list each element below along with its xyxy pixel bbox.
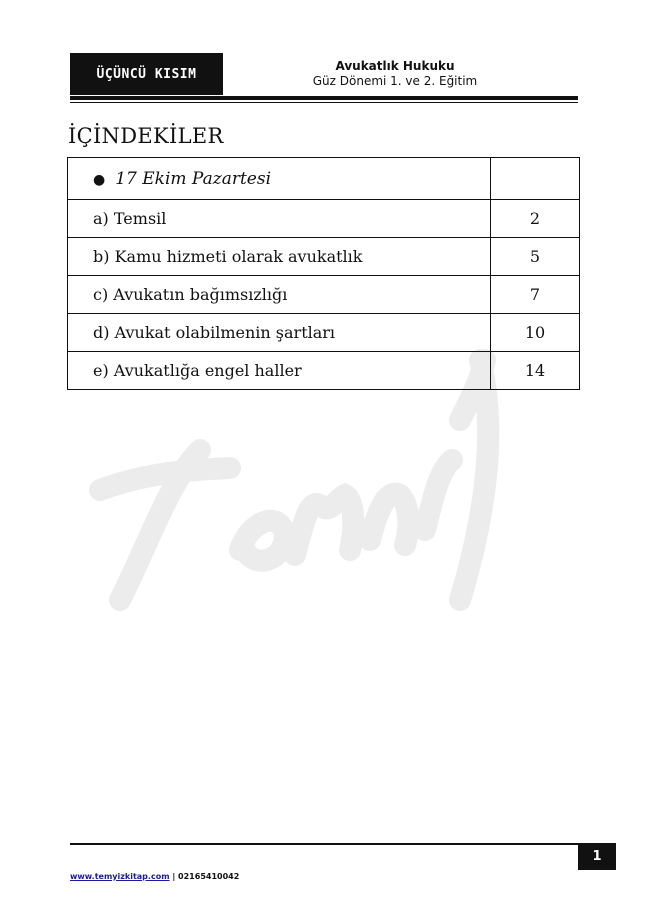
page-number: 1 xyxy=(578,843,616,870)
toc-entry-label[interactable]: b) Kamu hizmeti olarak avukatlık xyxy=(68,238,491,276)
toc-entry-page: 5 xyxy=(491,238,580,276)
header-rule-thin xyxy=(70,102,578,103)
course-header xyxy=(300,59,490,89)
footer-separator: | xyxy=(172,872,176,881)
toc-date-page-cell xyxy=(491,158,580,200)
footer-info xyxy=(70,872,239,881)
toc-entry-page: 14 xyxy=(491,352,580,390)
toc-date-row xyxy=(68,158,580,200)
section-label: ÜÇÜNCÜ KISIM xyxy=(70,53,223,95)
toc-entry-label[interactable]: e) Avukatlığa engel haller xyxy=(68,352,491,390)
website-link[interactable]: www.temyizkitap.com xyxy=(70,872,170,881)
toc-entry-page: 10 xyxy=(491,314,580,352)
table-row[interactable] xyxy=(68,200,580,238)
table-row[interactable] xyxy=(68,352,580,390)
toc-entry-page: 7 xyxy=(491,276,580,314)
toc-entry-label[interactable]: a) Temsil xyxy=(68,200,491,238)
phone-number: 02165410042 xyxy=(178,872,240,881)
course-title: Avukatlık Hukuku xyxy=(335,59,455,73)
toc-date-cell xyxy=(68,158,491,200)
table-row[interactable] xyxy=(68,314,580,352)
header-rule xyxy=(70,96,578,100)
term-label: Güz Dönemi 1. ve 2. Eğitim xyxy=(312,74,478,88)
toc-date: 17 Ekim Pazartesi xyxy=(115,168,272,189)
toc-entry-page: 2 xyxy=(491,200,580,238)
toc-title: İÇİNDEKİLER xyxy=(68,124,224,148)
toc-entry-label[interactable]: d) Avukat olabilmenin şartları xyxy=(68,314,491,352)
table-row[interactable] xyxy=(68,238,580,276)
table-row[interactable] xyxy=(68,276,580,314)
bullet-icon: ● xyxy=(93,171,106,188)
toc-entry-label[interactable]: c) Avukatın bağımsızlığı xyxy=(68,276,491,314)
toc-table xyxy=(67,157,580,390)
footer-rule xyxy=(70,843,578,845)
